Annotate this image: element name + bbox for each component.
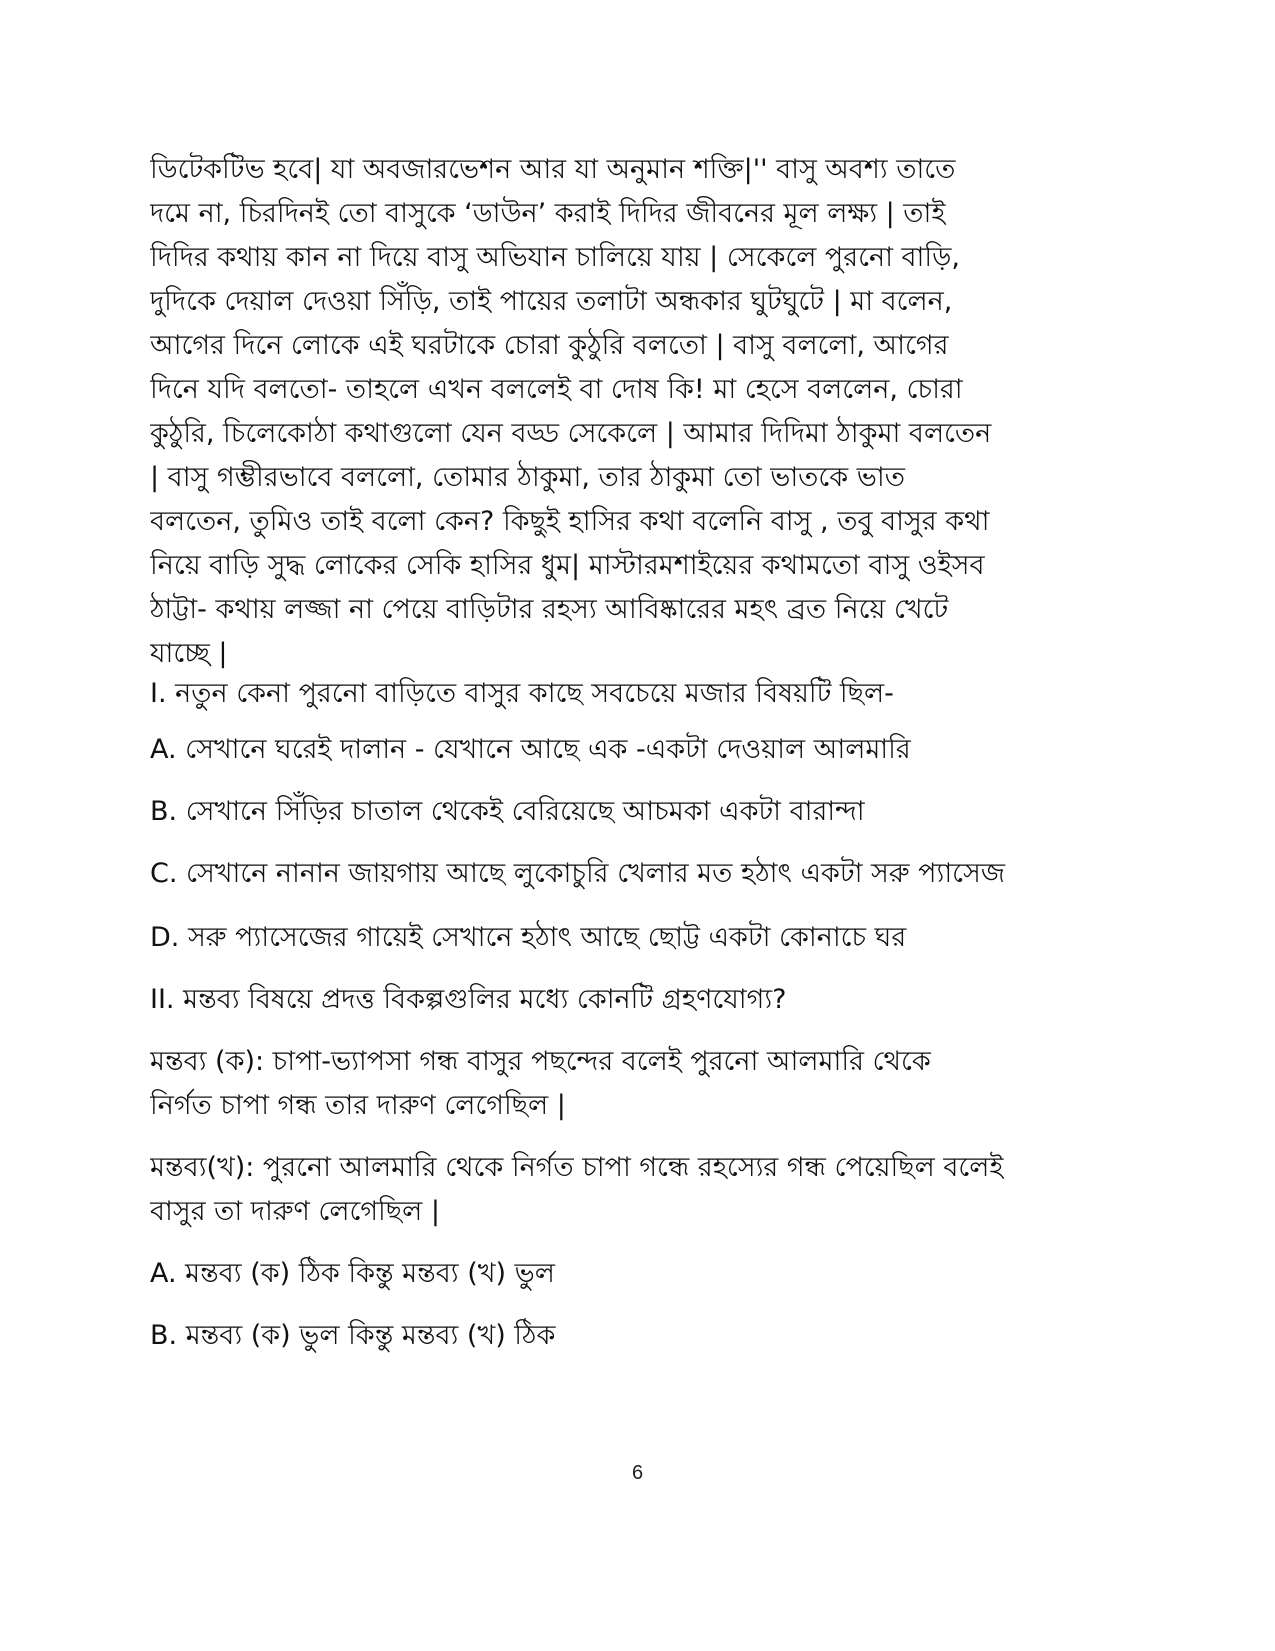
comment-kha-line: বাসুর তা দারুণ লেগেছিল | bbox=[150, 1196, 440, 1227]
comment-ka-line: মন্তব্য (ক): চাপা-ভ্যাপসা গন্ধ বাসুর পছন্দের বলেই পুরনো আলমারি থেকে bbox=[150, 1046, 931, 1077]
comment-kha-line: মন্তব্য(খ): পুরনো আলমারি থেকে নির্গত চাপা গন্ধে রহস্যের গন্ধ পেয়েছিল বলেই bbox=[150, 1152, 1004, 1183]
passage-line: দিনে যদি বলতো- তাহলে এখন বললেই বা দোষ কি! মা হেসে বললেন, চোরা bbox=[150, 374, 963, 405]
passage-line: দুদিকে দেয়াল দেওয়া সিঁড়ি, তাই পায়ের তলাটা অন্ধকার ঘুটঘুটে | মা বলেন, bbox=[150, 286, 953, 317]
passage-line: আগের দিনে লোকে এই ঘরটাকে চোরা কুঠুরি বলতো | বাসু বললো, আগের bbox=[150, 330, 949, 361]
passage-paragraph bbox=[150, 148, 1130, 676]
passage-line: | বাসু গম্ভীরভাবে বললো, তোমার ঠাকুমা, তার ঠাকুমা তো ভাতকে ভাত bbox=[150, 462, 905, 493]
question-1-prompt: I. নতুন কেনা পুরনো বাড়িতে বাসুর কাছে সবচেয়ে মজার বিষয়টি ছিল- bbox=[150, 678, 894, 709]
passage-line: বলতেন, তুমিও তাই বলো কেন? কিছুই হাসির কথা বলেনি বাসু , তবু বাসুর কথা bbox=[150, 506, 990, 537]
comment-ka-line: নির্গত চাপা গন্ধ তার দারুণ লেগেছিল | bbox=[150, 1090, 566, 1121]
passage-line: ডিটেকটিভ হবে| যা অবজারভেশন আর যা অনুমান শক্তি|'' বাসু অবশ্য তাতে bbox=[150, 154, 956, 185]
question-1-option-d: D. সরু প্যাসেজের গায়েই সেখানে হঠাৎ আছে ছোট্ট একটা কোনাচে ঘর bbox=[150, 922, 907, 953]
passage-line: নিয়ে বাড়ি সুদ্ধ লোকের সেকি হাসির ধুম| মাস্টারমশাইয়ের কথামতো বাসু ওইসব bbox=[150, 550, 985, 581]
passage-line: যাচ্ছে | bbox=[150, 638, 228, 669]
passage-line: দমে না, চিরদিনই তো বাসুকে ‘ডাউন’ করাই দিদির জীবনের মূল লক্ষ্য | তাই bbox=[150, 198, 946, 229]
question-2-prompt: II. মন্তব্য বিষয়ে প্রদত্ত বিকল্পগুলির মধ্যে কোনটি গ্রহণযোগ্য? bbox=[150, 984, 787, 1015]
comment-kha bbox=[150, 1146, 1130, 1234]
passage-line: দিদির কথায় কান না দিয়ে বাসু অভিযান চালিয়ে যায় | সেকেলে পুরনো বাড়ি, bbox=[150, 242, 960, 273]
comment-ka bbox=[150, 1040, 1130, 1128]
question-1-option-c: C. সেখানে নানান জায়গায় আছে লুকোচুরি খেলার মত হঠাৎ একটা সরু প্যাসেজ bbox=[150, 858, 1005, 889]
question-2-option-b: B. মন্তব্য (ক) ভুল কিন্তু মন্তব্য (খ) ঠিক bbox=[150, 1320, 556, 1351]
question-2-option-a: A. মন্তব্য (ক) ঠিক কিন্তু মন্তব্য (খ) ভুল bbox=[150, 1258, 555, 1289]
question-1-option-a: A. সেখানে ঘরেই দালান - যেখানে আছে এক -একটা দেওয়াল আলমারি bbox=[150, 734, 911, 765]
passage-line: কুঠুরি, চিলেকোঠা কথাগুলো যেন বড্ড সেকেলে | আমার দিদিমা ঠাকুমা বলতেন bbox=[150, 418, 992, 449]
page-number: 6 bbox=[631, 1462, 644, 1484]
question-1-option-b: B. সেখানে সিঁড়ির চাতাল থেকেই বেরিয়েছে আচমকা একটা বারান্দা bbox=[150, 796, 865, 827]
passage-line: ঠাট্টা- কথায় লজ্জা না পেয়ে বাড়িটার রহস্য আবিষ্কারের মহৎ ব্রত নিয়ে খেটে bbox=[150, 594, 949, 625]
